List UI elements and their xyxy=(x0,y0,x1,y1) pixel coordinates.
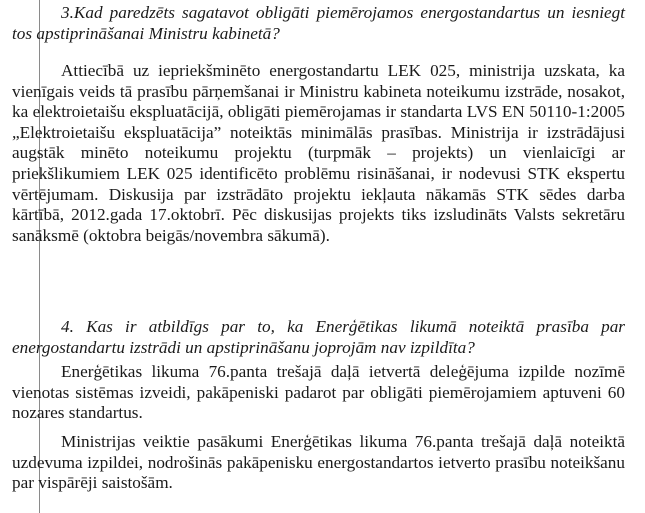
question-3: 3.Kad paredzēts sagatavot obligāti piemērojamos energostandartus un iesniegt tos apstiprināšanai Ministru kabinetā? xyxy=(12,3,625,43)
answer-4-paragraph-1: Enerģētikas likuma 76.panta trešajā daļā ietvertā deleģējuma izpilde nozīmē vienotas sistēmas izveidi, pakāpeniski padarot par obligāti piemērojamiem aptuveni 60 nozares standartus. xyxy=(12,362,625,423)
answer-4-paragraph-2: Ministrijas veiktie pasākumi Enerģētikas likuma 76.panta trešajā daļā noteiktā uzdevuma izpildei, nodrošinās pakāpenisku energostandartos ietverto prasību noteikšanu par vispārēji saistošām. xyxy=(12,432,625,493)
answer-3-paragraph: Attiecībā uz iepriekšminēto energostandartu LEK 025, ministrija uzskata, ka vienīgais veids tā prasību pārņemšanai ir Ministru kabineta noteikumu izstrāde, nosakot, ka elektroietaišu ekspluatācijā, obligāti piemērojamas ir standarta LVS EN 50110-1:2005 „Elektroietaišu ekspluatācija” noteiktās minimālās prasības. Ministrija ir izstrādājusi augstāk minēto noteikumu projektu (turpmāk – projekts) un vienlaicīgi ar priekšlikumiem LEK 025 identificēto problēmu risināšanai, ir nodevusi STK ekspertu vērtējumam. Diskusija par izstrādāto projektu iekļauta nākamās STK sēdes darba kārtībā, 2012.gada 17.oktobrī. Pēc diskusijas projekts tiks izsludināts Valsts sekretāru sanāksmē (oktobra beigās/novembra sākumā). xyxy=(12,61,625,245)
question-4: 4. Kas ir atbildīgs par to, ka Enerģētikas likumā noteiktā prasība par energostandartu izstrādi un apstiprināšanu joprojām nav izpildīta? xyxy=(12,317,625,357)
